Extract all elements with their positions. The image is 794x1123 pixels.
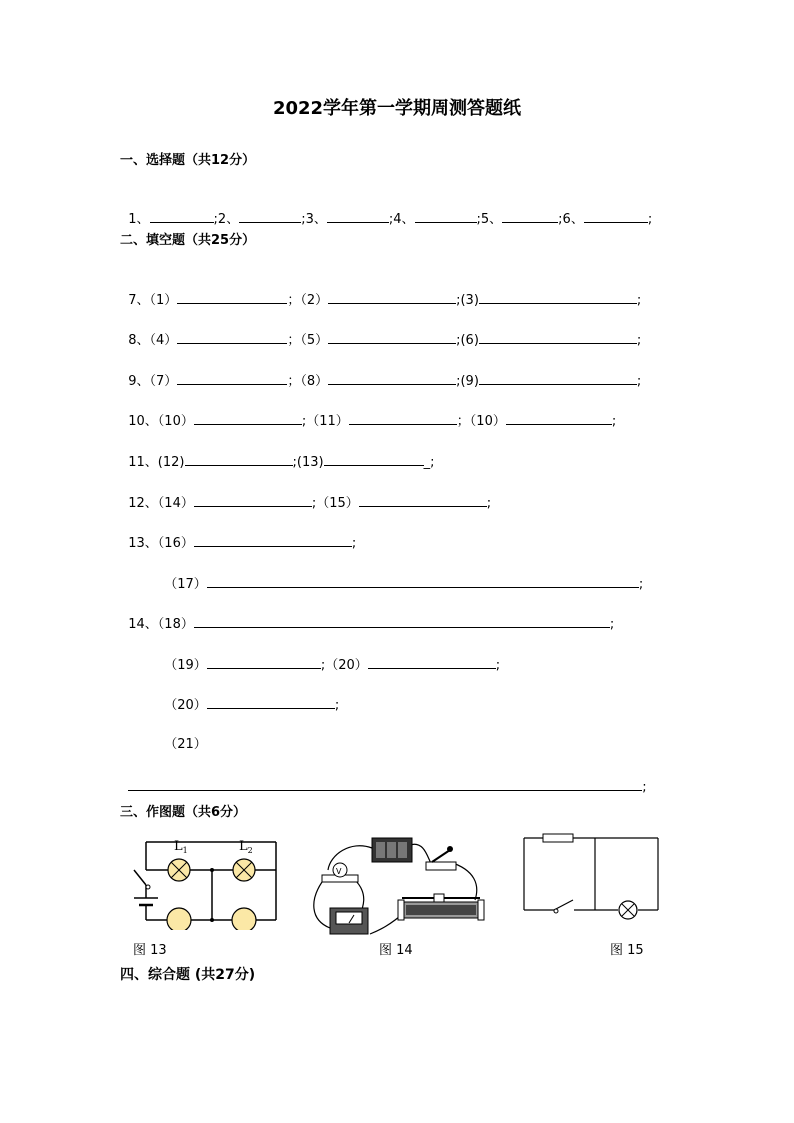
svg-text:V: V [336, 867, 342, 876]
q12-label: 12、（14） [128, 496, 194, 511]
page-title: 2022学年第一学期周测答题纸 [272, 98, 522, 119]
section-fill-heading: 二、填空题（共25分） [120, 233, 256, 248]
lamp-bottom-right [232, 908, 256, 930]
answer-row-13b [156, 559, 643, 593]
blank-12[interactable] [185, 453, 293, 466]
q4-label: ;4、 [388, 212, 415, 227]
blank-15[interactable] [359, 494, 487, 507]
blank-4[interactable] [177, 331, 287, 344]
answer-row-9 [120, 356, 641, 390]
label-11: ;（11） [301, 414, 349, 429]
label-8: ；（8） [287, 374, 329, 389]
label-19: （19） [164, 658, 207, 673]
ammeter-icon [330, 908, 368, 934]
answer-row-10 [120, 396, 616, 430]
answer-row-14e [120, 762, 647, 796]
section-comprehensive-heading: 四、综合题 (共27分) [120, 967, 256, 983]
row-end: ; [486, 496, 492, 511]
section-drawing-heading: 三、作图题（共6分） [120, 805, 247, 820]
label-13: ;(13) [292, 455, 324, 470]
label-9: ;(9) [456, 374, 479, 389]
blank-11[interactable] [349, 412, 457, 425]
blank-9[interactable] [479, 372, 637, 385]
row-end: ; [609, 617, 615, 632]
switch-contact [146, 885, 150, 889]
q3-label: ;3、 [301, 212, 327, 227]
q13-label: 13、（16） [128, 536, 194, 551]
q10-label: 10、（10） [128, 414, 194, 429]
answer-row-11 [120, 437, 434, 471]
switch-contact [554, 909, 558, 913]
label-2: ；（2） [287, 293, 329, 308]
row-end: ; [636, 293, 642, 308]
row-end: ; [351, 536, 357, 551]
label-10b: ；（10） [456, 414, 506, 429]
row-end: ; [638, 577, 644, 592]
resistor-icon [543, 834, 573, 842]
q9-label: 9、（7） [128, 374, 178, 389]
q5-label: ;5、 [476, 212, 503, 227]
blank-19[interactable] [207, 656, 321, 669]
figure-13-caption: 图 13 [133, 943, 167, 958]
blank-14[interactable] [194, 494, 312, 507]
answer-row-14b [156, 640, 500, 674]
row-end: ; [495, 658, 501, 673]
label-3: ;(3) [456, 293, 479, 308]
q4-blank[interactable] [415, 210, 477, 223]
answer-row-8 [120, 315, 641, 349]
blank-17[interactable] [207, 575, 639, 588]
q3-blank[interactable] [327, 210, 389, 223]
label-15: ;（15） [311, 496, 359, 511]
battery-pack-icon [372, 838, 412, 862]
label-20: ;（20） [320, 658, 368, 673]
l2-label: $L_2$ [239, 839, 253, 855]
blank-2[interactable] [328, 291, 456, 304]
q1-label: 1、 [128, 212, 150, 227]
section-choice-heading: 一、选择题（共12分） [120, 153, 256, 168]
lamp-l2 [233, 859, 255, 881]
answer-row-14d [156, 721, 207, 753]
blank-20[interactable] [368, 656, 496, 669]
figure-14-components [310, 830, 500, 942]
blank-16[interactable] [194, 534, 352, 547]
blank-3[interactable] [479, 291, 637, 304]
lamp-icon [619, 901, 637, 919]
figure-14-caption: 图 14 [379, 943, 413, 958]
rheostat-icon [398, 894, 484, 920]
figure-15-caption: 图 15 [610, 943, 644, 958]
blank-20b[interactable] [207, 696, 335, 709]
knife-switch-icon [426, 846, 456, 870]
q11-label: 11、(12) [128, 455, 185, 470]
q14-label: 14、（18） [128, 617, 194, 632]
figure-15-circuit [518, 830, 664, 922]
answer-row-13 [120, 518, 356, 552]
answer-row-14 [120, 599, 614, 633]
blank-5[interactable] [328, 331, 456, 344]
answer-row-12 [120, 478, 491, 512]
answer-row-1-6 [120, 194, 652, 228]
voltmeter-icon [322, 863, 358, 882]
row-end: ; [636, 374, 642, 389]
lamp-bottom-left [167, 908, 191, 930]
q2-blank[interactable] [239, 210, 301, 223]
blank-10[interactable] [194, 412, 302, 425]
blank-21[interactable] [128, 778, 642, 791]
label-5: ；（5） [287, 333, 329, 348]
row-end: ; [334, 698, 340, 713]
q8-label: 8、（4） [128, 333, 178, 348]
label-17: （17） [164, 577, 207, 592]
blank-18[interactable] [194, 615, 610, 628]
blank-10b[interactable] [506, 412, 612, 425]
l1-label: $L_1$ [174, 839, 188, 855]
answer-row-14c [156, 680, 339, 714]
blank-6[interactable] [479, 331, 637, 344]
lamp-l1 [168, 859, 190, 881]
label-21: （21） [164, 737, 207, 752]
q2-label: ;2、 [213, 212, 240, 227]
row-end: ; [636, 333, 642, 348]
q6-label: ;6、 [558, 212, 584, 227]
blank-7[interactable] [177, 372, 287, 385]
answer-row-7 [120, 275, 641, 309]
figure-13-circuit [124, 830, 284, 930]
q6-blank[interactable] [584, 210, 648, 223]
blank-1[interactable] [177, 291, 287, 304]
label-20b: （20） [164, 698, 207, 713]
q5-blank[interactable] [502, 210, 558, 223]
row-end: _; [423, 455, 435, 470]
blank-8[interactable] [328, 372, 456, 385]
row-end: ; [611, 414, 617, 429]
q1-blank[interactable] [150, 210, 214, 223]
label-6: ;(6) [456, 333, 479, 348]
blank-13[interactable] [324, 453, 424, 466]
q7-label: 7、（1） [128, 293, 178, 308]
row-end: ; [642, 780, 647, 795]
row-end: ; [647, 212, 653, 227]
